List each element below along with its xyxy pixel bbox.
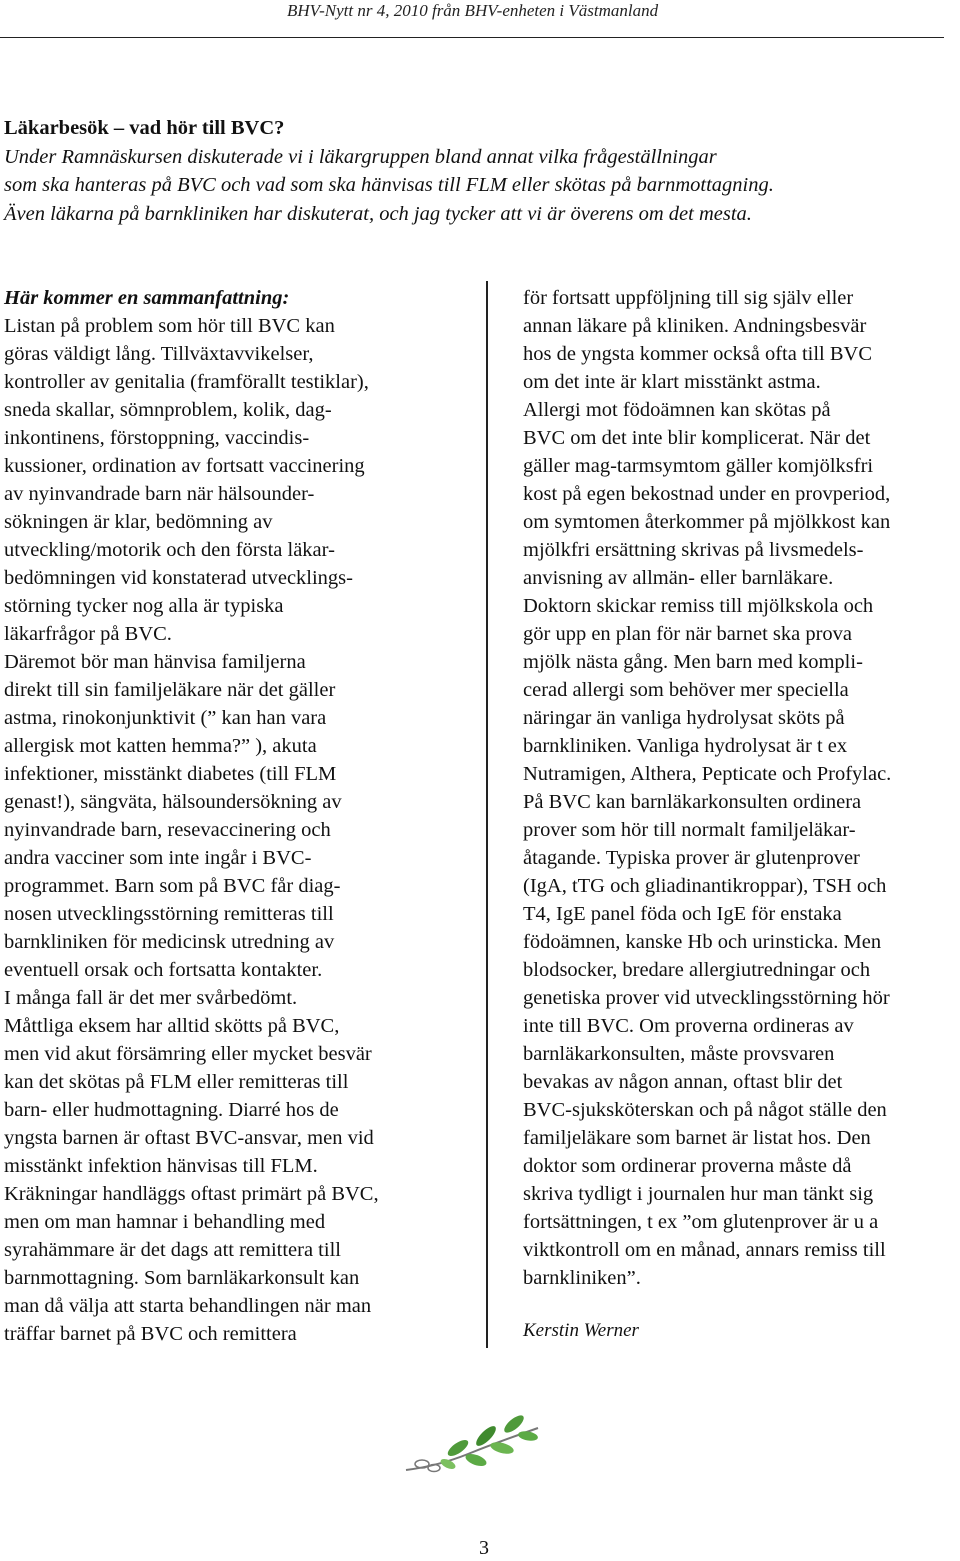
- text-line: bevakas av någon annan, oftast blir det: [523, 1071, 843, 1093]
- text-line: Listan på problem som hör till BVC kan: [4, 315, 335, 337]
- text-line: sökningen är klar, bedömning av: [4, 511, 273, 533]
- header-title: BHV-Nytt nr 4, 2010 från BHV-enheten i Västmanland: [287, 1, 659, 20]
- text-line: för fortsatt uppföljning till sig själv eller: [523, 287, 854, 309]
- text-line: (IgA, tTG och gliadinantikroppar), TSH och: [523, 875, 887, 897]
- text-line: kan det skötas på FLM eller remitteras till: [4, 1071, 349, 1093]
- text-line: Kräkningar handläggs oftast primärt på BVC,: [4, 1183, 379, 1205]
- text-line: Måttliga eksem har alltid skötts på BVC,: [4, 1015, 340, 1037]
- text-line: träffar barnet på BVC och remittera: [4, 1323, 297, 1345]
- text-line: infektioner, misstänkt diabetes (till FLM: [4, 763, 337, 785]
- page-header: [0, 0, 960, 40]
- text-line: mjölkfri ersättning skrivas på livsmedels-: [523, 539, 864, 561]
- leaf-branch-icon: [398, 1408, 548, 1486]
- right-column-body: [523, 284, 960, 1292]
- text-line: bedömningen vid konstaterad utvecklings-: [4, 567, 353, 589]
- text-line: fortsättningen, t ex ”om glutenprover är u a: [523, 1211, 879, 1233]
- text-line: andra vacciner som inte ingår i BVC-: [4, 847, 312, 869]
- text-line: kontroller av genitalia (framförallt testiklar),: [4, 371, 369, 393]
- text-line: Doktorn skickar remiss till mjölkskola och: [523, 595, 874, 617]
- text-line: astma, rinokonjunktivit (” kan han vara: [4, 707, 327, 729]
- text-line: av nyinvandrade barn när hälsounder-: [4, 483, 315, 505]
- text-line: direkt till sin familjeläkare när det gäller: [4, 679, 336, 701]
- text-line: nyinvandrade barn, resevaccinering och: [4, 819, 331, 841]
- text-line: man då välja att starta behandlingen när man: [4, 1295, 372, 1317]
- text-line: prover som hör till normalt familjeläkar-: [523, 819, 856, 841]
- text-line: sneda skallar, sömnproblem, kolik, dag-: [4, 399, 332, 421]
- text-line: gör upp en plan för när barnet ska prova: [523, 623, 853, 645]
- text-line: näringar än vanliga hydrolysat sköts på: [523, 707, 845, 729]
- text-line: om symtomen återkommer på mjölkkost kan: [523, 511, 891, 533]
- text-line: hos de yngsta kommer också ofta till BVC: [523, 343, 873, 365]
- text-line: om det inte är klart misstänkt astma.: [523, 371, 821, 393]
- text-line: inte till BVC. Om proverna ordineras av: [523, 1015, 854, 1037]
- text-line: eventuell orsak och fortsatta kontakter.: [4, 959, 323, 981]
- text-line: annan läkare på kliniken. Andningsbesvär: [523, 315, 867, 337]
- text-line: utveckling/motorik och den första läkar-: [4, 539, 335, 561]
- intro-section: [4, 114, 954, 228]
- text-line: barnkliniken för medicinsk utredning av: [4, 931, 335, 953]
- text-line: misstänkt infektion hänvisas till FLM.: [4, 1155, 318, 1177]
- text-line: barnkliniken”.: [523, 1267, 641, 1289]
- text-line: T4, IgE panel föda och IgE för enstaka: [523, 903, 842, 925]
- text-line: födoämnen, kanske Hb och urinsticka. Men: [523, 931, 882, 953]
- text-line: åtagande. Typiska prover är glutenprover: [523, 847, 860, 869]
- text-line: anvisning av allmän- eller barnläkare.: [523, 567, 834, 589]
- text-line: genast!), sängväta, hälsoundersökning av: [4, 791, 342, 813]
- text-line: störning tycker nog alla är typiska: [4, 595, 284, 617]
- text-line: nosen utvecklingsstörning remitteras till: [4, 903, 334, 925]
- summary-heading: Här kommer en sammanfattning:: [4, 287, 290, 309]
- text-line: På BVC kan barnläkarkonsulten ordinera: [523, 791, 862, 813]
- text-line: men om man hamnar i behandling med: [4, 1211, 326, 1233]
- text-line: genetiska prover vid utvecklingsstörning hör: [523, 987, 890, 1009]
- text-line: Nutramigen, Althera, Pepticate och Profylac.: [523, 763, 892, 785]
- text-line: barnläkarkonsulten, måste provsvaren: [523, 1043, 835, 1065]
- text-line: men vid akut försämring eller mycket besvär: [4, 1043, 372, 1065]
- left-column: [4, 284, 464, 1348]
- text-line: syrahämmare är det dags att remittera till: [4, 1239, 341, 1261]
- text-line: barnmottagning. Som barnläkarkonsult kan: [4, 1267, 360, 1289]
- text-line: I många fall är det mer svårbedömt.: [4, 987, 298, 1009]
- article-heading: Läkarbesök – vad hör till BVC?: [4, 117, 285, 139]
- text-line: Allergi mot födoämnen kan skötas på: [523, 399, 831, 421]
- text-line: barn- eller hudmottagning. Diarré hos de: [4, 1099, 339, 1121]
- text-line: programmet. Barn som på BVC får diag-: [4, 875, 341, 897]
- text-line: cerad allergi som behöver mer speciella: [523, 679, 849, 701]
- text-line: läkarfrågor på BVC.: [4, 623, 172, 645]
- text-line: doktor som ordinerar proverna måste då: [523, 1155, 852, 1177]
- right-column: [523, 284, 960, 1292]
- text-line: inkontinens, förstoppning, vaccindis-: [4, 427, 310, 449]
- text-line: skriva tydligt i journalen hur man tänkt sig: [523, 1183, 874, 1205]
- text-line: BVC om det inte blir komplicerat. När det: [523, 427, 871, 449]
- column-divider: [486, 281, 488, 1348]
- text-line: mjölk nästa gång. Men barn med kompli-: [523, 651, 863, 673]
- text-line: kussioner, ordination av fortsatt vaccinering: [4, 455, 365, 477]
- header-rule: [0, 37, 944, 38]
- text-line: blodsocker, bredare allergiutredningar och: [523, 959, 871, 981]
- intro-line: Även läkarna på barnkliniken har diskuterat, och jag tycker att vi är överens om det mesta.: [4, 202, 752, 225]
- left-column-body: [4, 312, 464, 1348]
- text-line: yngsta barnen är oftast BVC-ansvar, men vid: [4, 1127, 374, 1149]
- text-line: gäller mag-tarmsymtom gäller komjölksfri: [523, 455, 874, 477]
- intro-line: Under Ramnäskursen diskuterade vi i läkargruppen bland annat vilka frågeställningar: [4, 145, 717, 168]
- text-line: viktkontroll om en månad, annars remiss till: [523, 1239, 886, 1261]
- text-line: BVC-sjuksköterskan och på något ställe den: [523, 1099, 887, 1121]
- text-line: barnkliniken. Vanliga hydrolysat är t ex: [523, 735, 848, 757]
- page-number: 3: [479, 1537, 489, 1559]
- intro-line: som ska hanteras på BVC och vad som ska hänvisas till FLM eller skötas på barnmottagning.: [4, 174, 774, 196]
- text-line: allergisk mot katten hemma?” ), akuta: [4, 735, 317, 757]
- text-line: familjeläkare som barnet är listat hos. Den: [523, 1127, 871, 1149]
- text-line: göras väldigt lång. Tillväxtavvikelser,: [4, 343, 314, 365]
- text-line: Däremot bör man hänvisa familjerna: [4, 651, 306, 673]
- author-signature: Kerstin Werner: [523, 1320, 639, 1341]
- text-line: kost på egen bekostnad under en provperiod,: [523, 483, 891, 505]
